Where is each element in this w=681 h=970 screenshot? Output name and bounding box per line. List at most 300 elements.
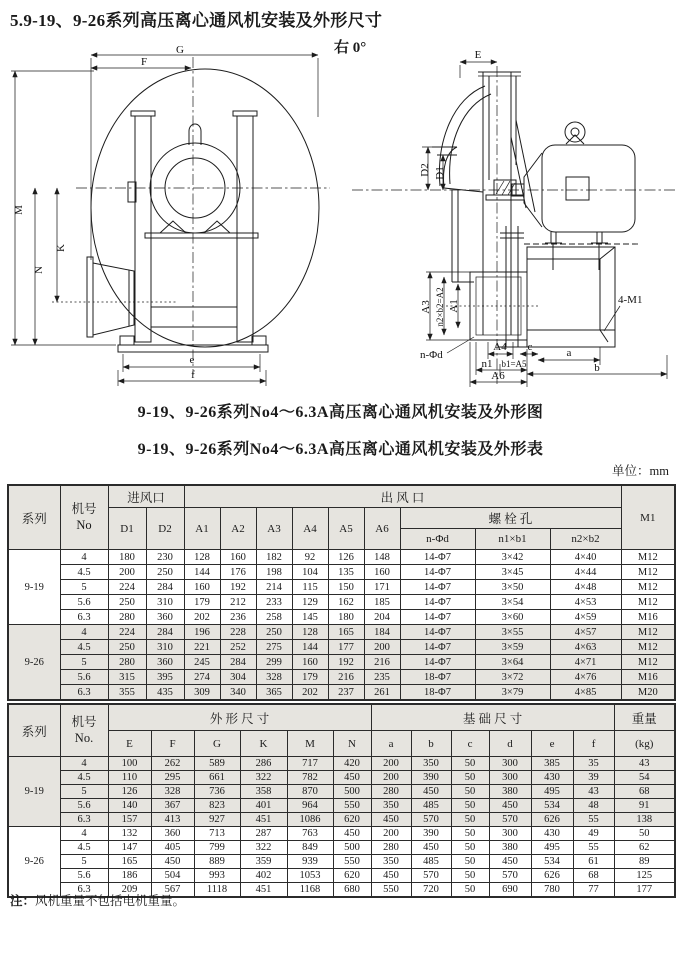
value-cell: 4×85: [550, 685, 621, 701]
value-cell: 299: [256, 655, 292, 670]
value-cell: 4×63: [550, 640, 621, 655]
value-cell: 128: [184, 550, 220, 565]
value-cell: 214: [256, 580, 292, 595]
series-cell: 9-26: [8, 827, 60, 898]
value-cell: 177: [614, 883, 675, 898]
value-cell: 180: [328, 610, 364, 625]
value-cell: 570: [489, 869, 531, 883]
col-header-c: c: [451, 731, 489, 757]
value-cell: 224: [108, 580, 146, 595]
value-cell: 3×50: [475, 580, 550, 595]
value-cell: 50: [451, 757, 489, 771]
value-cell: 413: [151, 813, 194, 827]
value-cell: 209: [108, 883, 151, 898]
table-row: [8, 799, 675, 813]
value-cell: 200: [371, 757, 411, 771]
dimensions-table-body: [8, 757, 675, 898]
value-cell: 202: [292, 685, 328, 701]
value-cell: 450: [333, 771, 371, 785]
value-cell: 4×40: [550, 550, 621, 565]
value-cell: 50: [451, 883, 489, 898]
model-no-cell: 5.6: [60, 595, 108, 610]
value-cell: 450: [371, 813, 411, 827]
value-cell: 350: [411, 757, 451, 771]
value-cell: 250: [108, 595, 146, 610]
value-cell: 328: [256, 670, 292, 685]
value-cell: M20: [621, 685, 675, 701]
table-row: [8, 550, 675, 565]
value-cell: 50: [451, 771, 489, 785]
dim-label-A2: n2×b2=A2: [435, 287, 445, 327]
dim-label-c: c: [527, 341, 533, 353]
side-view-drawing: [348, 40, 681, 390]
value-cell: 284: [146, 580, 184, 595]
value-cell: 401: [240, 799, 287, 813]
page-title: 5.9-19、9-26系列高压离心通风机安装及外形尺寸: [10, 11, 383, 30]
motor-side: [512, 122, 635, 243]
value-cell: 322: [240, 771, 287, 785]
model-no-cell: 4: [60, 550, 108, 565]
value-cell: 430: [531, 827, 573, 841]
value-cell: 680: [333, 883, 371, 898]
value-cell: 274: [184, 670, 220, 685]
value-cell: 128: [292, 625, 328, 640]
value-cell: 261: [364, 685, 400, 701]
value-cell: 4×59: [550, 610, 621, 625]
value-cell: 3×72: [475, 670, 550, 685]
value-cell: 4×76: [550, 670, 621, 685]
value-cell: 395: [146, 670, 184, 685]
value-cell: 690: [489, 883, 531, 898]
value-cell: 435: [146, 685, 184, 701]
value-cell: 284: [146, 625, 184, 640]
motor-front: [150, 124, 240, 233]
model-no-cell: 4.5: [60, 640, 108, 655]
value-cell: 14-Φ7: [400, 580, 475, 595]
dimensions-side: [419, 49, 667, 387]
value-cell: 450: [489, 799, 531, 813]
col-header-d: d: [489, 731, 531, 757]
model-no-cell: 4.5: [60, 565, 108, 580]
table-row: [8, 640, 675, 655]
value-cell: 300: [489, 827, 531, 841]
col-header-a3: A3: [256, 508, 292, 550]
value-cell: 405: [151, 841, 194, 855]
col-header-F: F: [151, 731, 194, 757]
value-cell: 4×57: [550, 625, 621, 640]
value-cell: 110: [108, 771, 151, 785]
value-cell: 284: [220, 655, 256, 670]
value-cell: 186: [108, 869, 151, 883]
value-cell: 236: [220, 610, 256, 625]
value-cell: 132: [108, 827, 151, 841]
table-row: [8, 827, 675, 841]
value-cell: 216: [364, 655, 400, 670]
value-cell: 300: [489, 757, 531, 771]
value-cell: 126: [108, 785, 151, 799]
figure-caption: 9-19、9-26系列No4～6.3A高压离心通风机安装及外形图: [137, 404, 544, 421]
value-cell: 310: [146, 595, 184, 610]
value-cell: 138: [614, 813, 675, 827]
value-cell: 50: [614, 827, 675, 841]
value-cell: 390: [411, 771, 451, 785]
value-cell: 550: [371, 883, 411, 898]
value-cell: 620: [333, 869, 371, 883]
value-cell: 54: [614, 771, 675, 785]
value-cell: 179: [184, 595, 220, 610]
centerlines-side: [352, 66, 676, 384]
value-cell: 485: [411, 855, 451, 869]
value-cell: 89: [614, 855, 675, 869]
value-cell: 3×59: [475, 640, 550, 655]
value-cell: 359: [240, 855, 287, 869]
value-cell: 126: [328, 550, 364, 565]
value-cell: 43: [573, 785, 614, 799]
value-cell: 144: [184, 565, 220, 580]
value-cell: 14-Φ7: [400, 565, 475, 580]
value-cell: 823: [194, 799, 240, 813]
value-cell: 450: [333, 827, 371, 841]
dim-label-D1: D1: [434, 166, 446, 180]
dim-label-A3: A3: [420, 300, 432, 314]
model-no-cell: 5: [60, 785, 108, 799]
col-header-M: M: [287, 731, 333, 757]
value-cell: 150: [328, 580, 364, 595]
value-cell: 179: [292, 670, 328, 685]
value-cell: 235: [364, 670, 400, 685]
value-cell: 216: [328, 670, 364, 685]
value-cell: 295: [151, 771, 194, 785]
value-cell: 4×44: [550, 565, 621, 580]
value-cell: 495: [531, 841, 573, 855]
value-cell: 48: [573, 799, 614, 813]
value-cell: 192: [220, 580, 256, 595]
model-no-cell: 4.5: [60, 771, 108, 785]
value-cell: 144: [292, 640, 328, 655]
col-header-model2: [60, 704, 108, 757]
value-cell: 3×42: [475, 550, 550, 565]
table-row: [8, 841, 675, 855]
value-cell: 799: [194, 841, 240, 855]
dim-label-M: M: [13, 205, 25, 215]
col-header-N: N: [333, 731, 371, 757]
col-header-G: G: [194, 731, 240, 757]
value-cell: 200: [371, 827, 411, 841]
value-cell: 626: [531, 869, 573, 883]
table-row: [8, 625, 675, 640]
value-cell: 180: [108, 550, 146, 565]
value-cell: 570: [411, 813, 451, 827]
value-cell: 1086: [287, 813, 333, 827]
dim-label-n1: n1: [481, 358, 493, 370]
dim-label-nd: n-Φd: [420, 349, 443, 361]
value-cell: 360: [146, 655, 184, 670]
value-cell: 304: [220, 670, 256, 685]
value-cell: 262: [151, 757, 194, 771]
value-cell: 485: [411, 799, 451, 813]
value-cell: 495: [531, 785, 573, 799]
model-label: 机号: [71, 501, 97, 516]
group-header-foundation-dims: 基 础 尺 寸: [371, 704, 614, 731]
dim-label-G: G: [176, 45, 184, 56]
value-cell: 50: [451, 785, 489, 799]
table-row: [8, 580, 675, 595]
col-header-weight-unit: (kg): [614, 731, 675, 757]
table-row: [8, 610, 675, 625]
value-cell: 350: [371, 799, 411, 813]
col-header-E: E: [108, 731, 151, 757]
dim-label-A4: A4: [493, 341, 507, 353]
group-header-outlet: 出 风 口: [184, 485, 621, 508]
value-cell: 782: [287, 771, 333, 785]
model-no-cell: 5: [60, 655, 108, 670]
model-no-cell: 6.3: [60, 685, 108, 701]
value-cell: M12: [621, 565, 675, 580]
value-cell: 18-Φ7: [400, 685, 475, 701]
table-row: [8, 565, 675, 580]
value-cell: 780: [531, 883, 573, 898]
col-header-f: f: [573, 731, 614, 757]
value-cell: 315: [108, 670, 146, 685]
value-cell: 182: [256, 550, 292, 565]
dim-label-4M1: 4-M1: [618, 294, 643, 306]
model-sub-label: No.: [74, 730, 94, 745]
value-cell: 176: [220, 565, 256, 580]
value-cell: 500: [333, 785, 371, 799]
dim-label-a: a: [566, 347, 572, 359]
value-cell: 50: [451, 855, 489, 869]
value-cell: 380: [489, 785, 531, 799]
group-header-bolt-holes: 螺 栓 孔: [400, 508, 621, 529]
value-cell: 160: [184, 580, 220, 595]
dim-label-A6: A6: [491, 370, 505, 382]
series-cell: 9-19: [8, 757, 60, 827]
value-cell: 365: [256, 685, 292, 701]
dim-label-e: e: [189, 354, 195, 366]
value-cell: 171: [364, 580, 400, 595]
value-cell: 115: [292, 580, 328, 595]
col-header-n1xb1: n1×b1: [475, 529, 550, 550]
footnote: [10, 891, 185, 909]
value-cell: 18-Φ7: [400, 670, 475, 685]
model-no-cell: 6.3: [60, 883, 108, 898]
value-cell: 91: [614, 799, 675, 813]
table-row: [8, 855, 675, 869]
value-cell: 550: [333, 855, 371, 869]
model-no-cell: 5.6: [60, 869, 108, 883]
group-header-outline-dims: 外 形 尺 寸: [108, 704, 371, 731]
col-header-series2: 系列: [8, 704, 60, 757]
table-row: [8, 869, 675, 883]
value-cell: 230: [146, 550, 184, 565]
value-cell: 450: [411, 841, 451, 855]
value-cell: 964: [287, 799, 333, 813]
col-header-m1: M1: [621, 485, 675, 550]
col-header-a1: A1: [184, 508, 220, 550]
value-cell: 3×64: [475, 655, 550, 670]
value-cell: 927: [194, 813, 240, 827]
table-row: [8, 595, 675, 610]
value-cell: 420: [333, 757, 371, 771]
dim-label-b: b: [594, 362, 600, 374]
model-no-cell: 5: [60, 855, 108, 869]
value-cell: 889: [194, 855, 240, 869]
value-cell: 661: [194, 771, 240, 785]
value-cell: 534: [531, 855, 573, 869]
dim-label-F: F: [140, 56, 148, 68]
value-cell: 309: [184, 685, 220, 701]
value-cell: 450: [371, 869, 411, 883]
table-caption: 9-19、9-26系列No4～6.3A高压离心通风机安装及外形表: [137, 441, 544, 458]
value-cell: 92: [292, 550, 328, 565]
table-row: [8, 685, 675, 701]
outlet-duct: [87, 257, 134, 337]
value-cell: M12: [621, 625, 675, 640]
table-row: [8, 771, 675, 785]
value-cell: 250: [256, 625, 292, 640]
value-cell: 212: [220, 595, 256, 610]
value-cell: 61: [573, 855, 614, 869]
col-header-a5: A5: [328, 508, 364, 550]
value-cell: 385: [531, 757, 573, 771]
value-cell: 160: [292, 655, 328, 670]
value-cell: 300: [489, 771, 531, 785]
value-cell: M12: [621, 640, 675, 655]
col-header-b: b: [411, 731, 451, 757]
table-row: [8, 655, 675, 670]
series-cell: 9-19: [8, 550, 60, 625]
value-cell: 165: [328, 625, 364, 640]
value-cell: 14-Φ7: [400, 610, 475, 625]
value-cell: 1053: [287, 869, 333, 883]
value-cell: 221: [184, 640, 220, 655]
front-view-drawing: [8, 45, 343, 390]
value-cell: M12: [621, 595, 675, 610]
value-cell: 43: [614, 757, 675, 771]
value-cell: 402: [240, 869, 287, 883]
value-cell: 228: [220, 625, 256, 640]
value-cell: 55: [573, 841, 614, 855]
outlet-duct-side: [478, 72, 521, 272]
value-cell: 355: [108, 685, 146, 701]
value-cell: 620: [333, 813, 371, 827]
value-cell: 870: [287, 785, 333, 799]
value-cell: 4×53: [550, 595, 621, 610]
value-cell: 14-Φ7: [400, 655, 475, 670]
value-cell: 145: [292, 610, 328, 625]
dim-label-K: K: [55, 244, 67, 252]
value-cell: 4×71: [550, 655, 621, 670]
model-no-cell: 5.6: [60, 670, 108, 685]
value-cell: 430: [531, 771, 573, 785]
value-cell: 360: [146, 610, 184, 625]
value-cell: 200: [364, 640, 400, 655]
value-cell: 287: [240, 827, 287, 841]
value-cell: 280: [108, 655, 146, 670]
value-cell: 258: [256, 610, 292, 625]
dim-label-D2: D2: [419, 163, 431, 177]
rotation-angle-note: 右 0°: [334, 40, 367, 56]
value-cell: 100: [108, 757, 151, 771]
col-header-series: 系列: [8, 485, 60, 550]
dimensions-table: [7, 703, 676, 898]
col-header-weight: 重量: [614, 704, 675, 731]
col-header-a: a: [371, 731, 411, 757]
value-cell: 55: [573, 813, 614, 827]
value-cell: 184: [364, 625, 400, 640]
value-cell: 245: [184, 655, 220, 670]
value-cell: M12: [621, 580, 675, 595]
unit-note: 单位：mm: [612, 464, 669, 478]
value-cell: 380: [489, 841, 531, 855]
col-header-a4: A4: [292, 508, 328, 550]
value-cell: 62: [614, 841, 675, 855]
value-cell: 450: [489, 855, 531, 869]
value-cell: 200: [371, 771, 411, 785]
col-header-e: e: [531, 731, 573, 757]
value-cell: 125: [614, 869, 675, 883]
model-no-cell: 4: [60, 827, 108, 841]
value-cell: 237: [328, 685, 364, 701]
value-cell: 160: [364, 565, 400, 580]
value-cell: 450: [151, 855, 194, 869]
inlet-outlet-table-body: [8, 550, 675, 701]
value-cell: 140: [108, 799, 151, 813]
footnote-text: 风机重量不包括电机重量。: [35, 894, 186, 908]
table-row: [8, 785, 675, 799]
value-cell: 68: [573, 869, 614, 883]
value-cell: 500: [333, 841, 371, 855]
value-cell: 204: [364, 610, 400, 625]
value-cell: 451: [240, 813, 287, 827]
col-header-model: [60, 485, 108, 550]
value-cell: M16: [621, 610, 675, 625]
value-cell: 50: [451, 813, 489, 827]
value-cell: 570: [411, 869, 451, 883]
col-header-d1: D1: [108, 508, 146, 550]
value-cell: 286: [240, 757, 287, 771]
model-no-cell: 4: [60, 625, 108, 640]
col-header-d2: D2: [146, 508, 184, 550]
col-header-n2xb2: n2×b2: [550, 529, 621, 550]
value-cell: 50: [451, 869, 489, 883]
value-cell: 202: [184, 610, 220, 625]
value-cell: 280: [108, 610, 146, 625]
value-cell: 310: [146, 640, 184, 655]
value-cell: 717: [287, 757, 333, 771]
col-header-n-phi-d: n-Φd: [400, 529, 475, 550]
table-row: [8, 813, 675, 827]
dim-label-f: f: [191, 369, 195, 381]
model-label: 机号: [71, 714, 97, 729]
value-cell: 322: [240, 841, 287, 855]
value-cell: 196: [184, 625, 220, 640]
value-cell: 49: [573, 827, 614, 841]
value-cell: 451: [240, 883, 287, 898]
value-cell: 68: [614, 785, 675, 799]
value-cell: 736: [194, 785, 240, 799]
col-header-K: K: [240, 731, 287, 757]
value-cell: 763: [287, 827, 333, 841]
inlet-outlet-table: [7, 484, 676, 701]
value-cell: 233: [256, 595, 292, 610]
value-cell: 328: [151, 785, 194, 799]
value-cell: 713: [194, 827, 240, 841]
value-cell: 162: [328, 595, 364, 610]
value-cell: 200: [108, 565, 146, 580]
dim-label-A5: b1=A5: [501, 359, 527, 369]
value-cell: 3×45: [475, 565, 550, 580]
